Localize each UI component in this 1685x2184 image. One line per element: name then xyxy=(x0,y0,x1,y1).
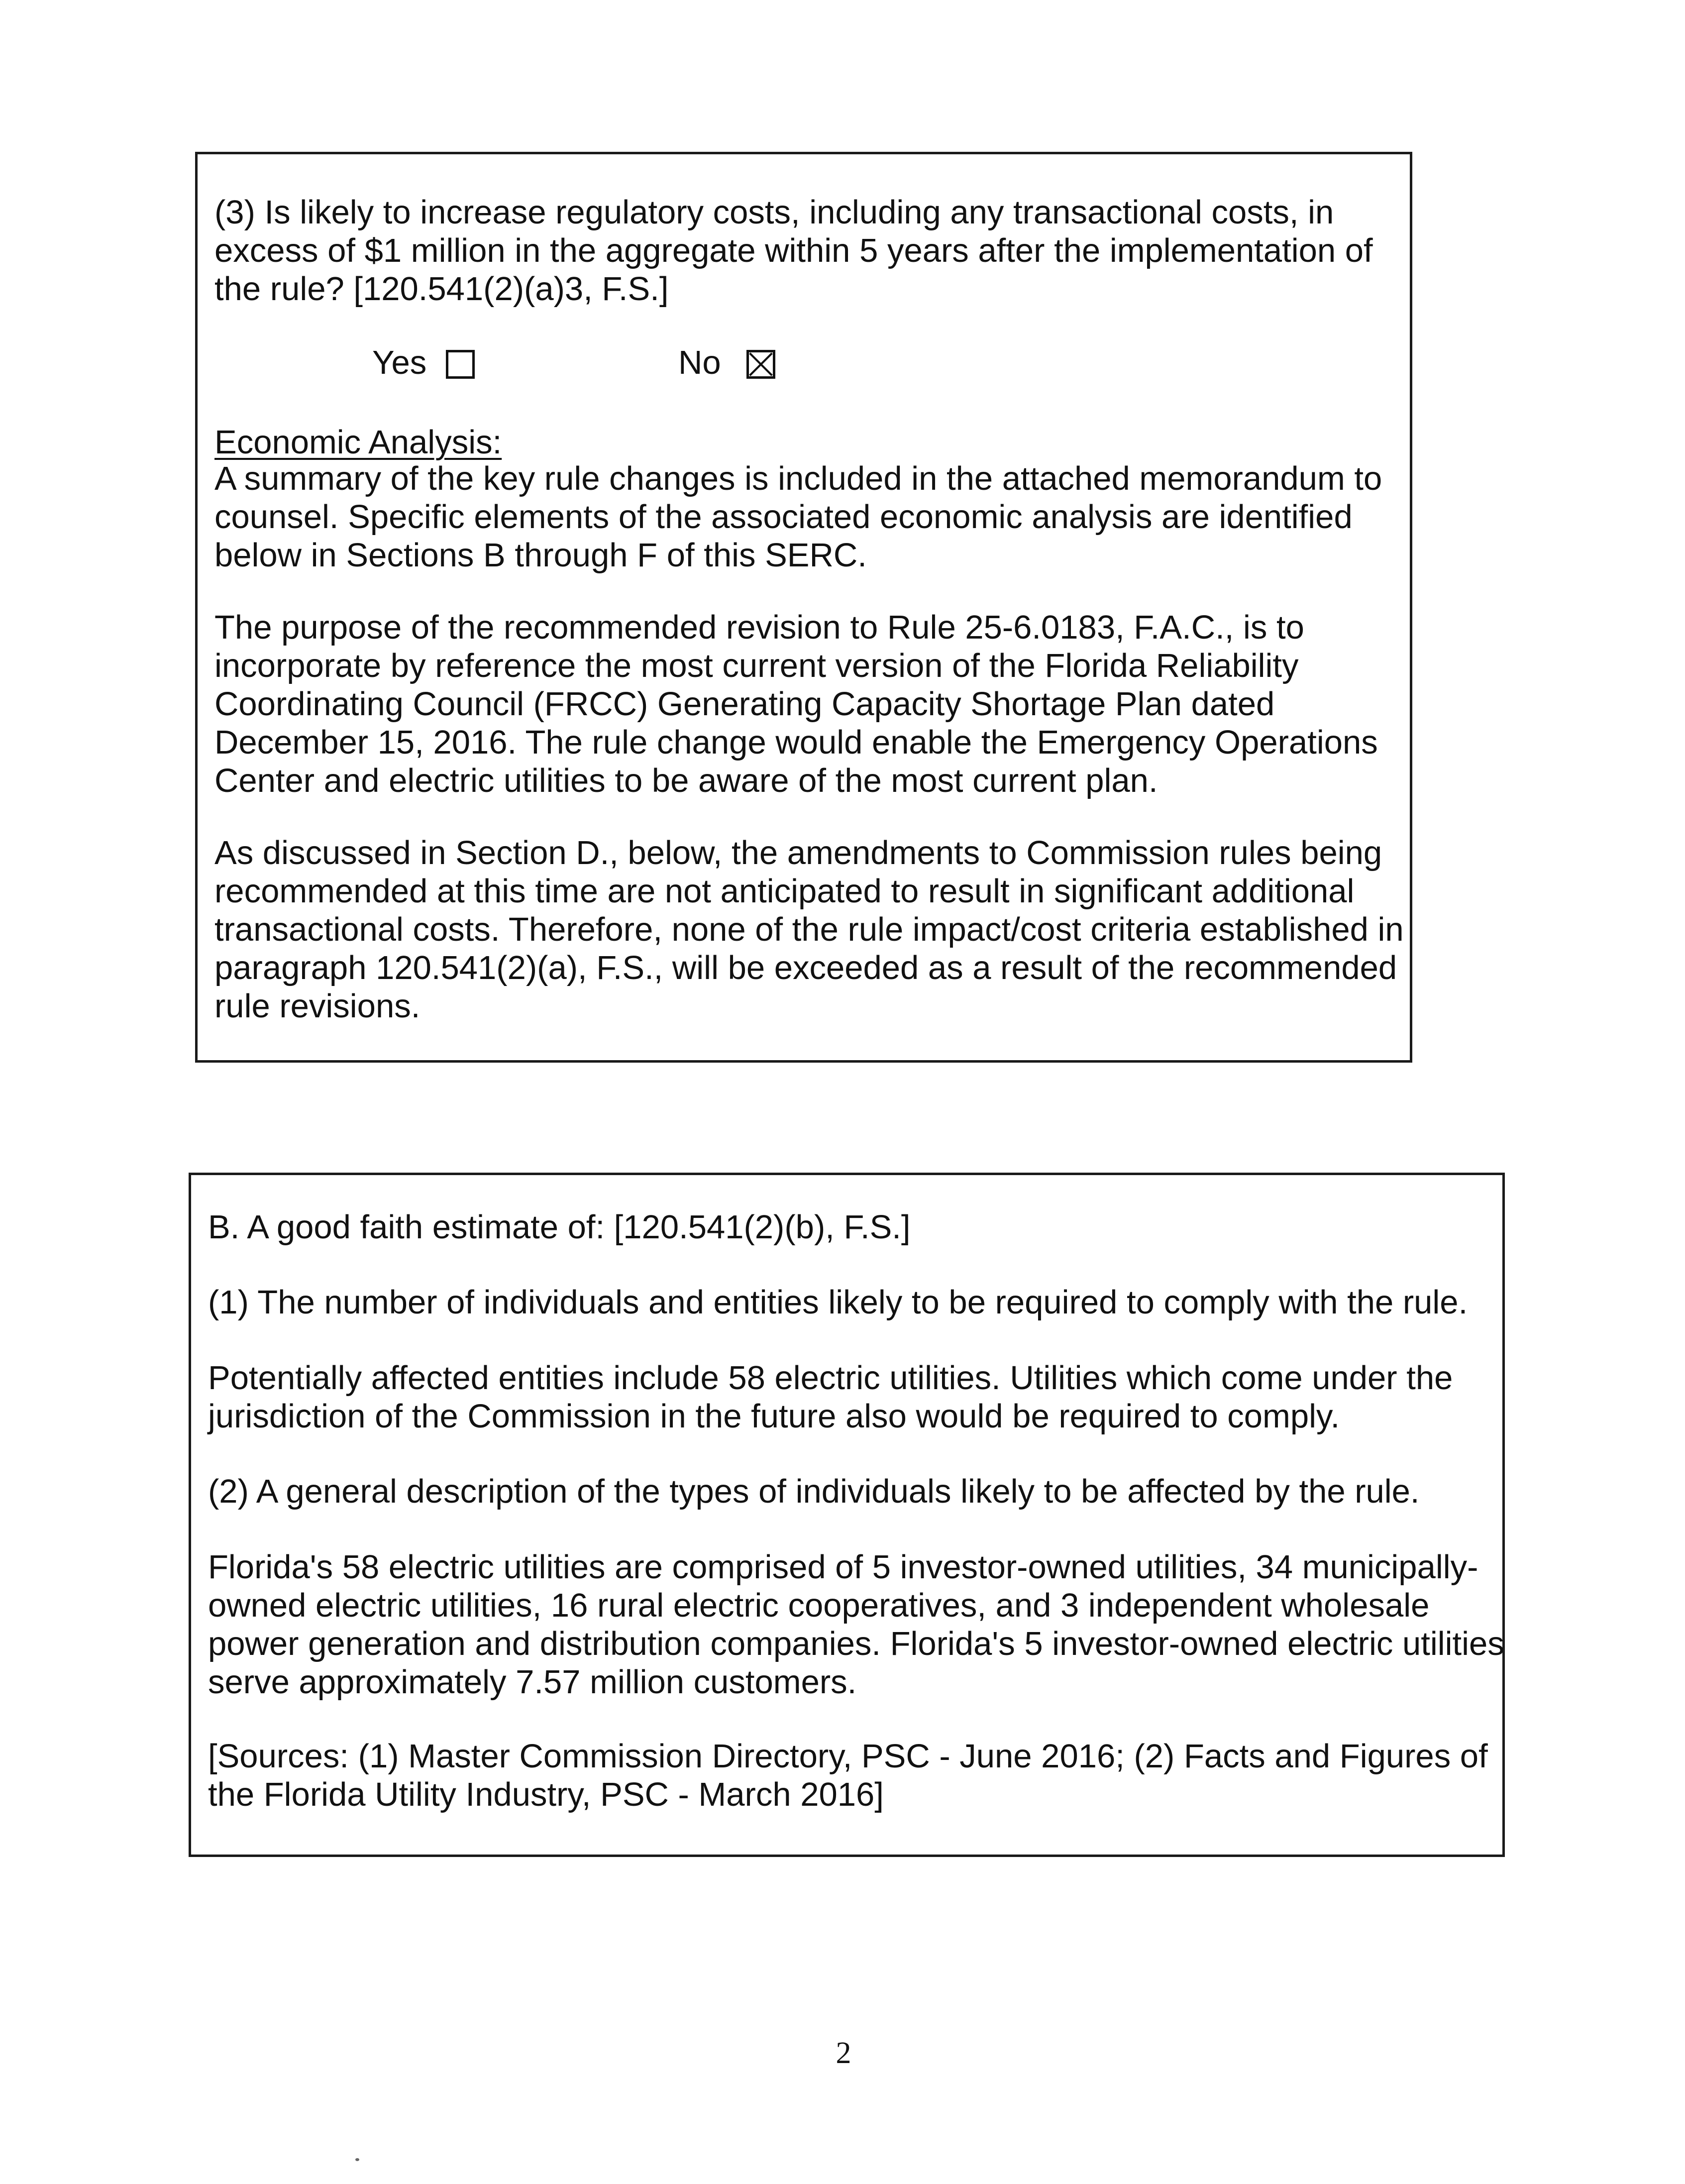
section-b-item-1: (1) The number of individuals and entities likely to be required to comply with the rule. xyxy=(208,1284,1468,1321)
ea-para3-line-4: paragraph 120.541(2)(a), F.S., will be exceeded as a result of the recommended xyxy=(214,949,1397,986)
ea-para1-line-1: A summary of the key rule changes is included in the attached memorandum to xyxy=(214,460,1382,497)
section-b-heading: B. A good faith estimate of: [120.541(2)(b), F.S.] xyxy=(208,1208,911,1246)
ea-para3-line-3: transactional costs. Therefore, none of the rule impact/cost criteria established in xyxy=(214,911,1404,948)
scan-speck xyxy=(355,2158,359,2161)
no-label: No xyxy=(678,344,721,381)
ea-para3-line-5: rule revisions. xyxy=(214,987,421,1025)
economic-analysis-heading: Economic Analysis: xyxy=(214,424,502,461)
sources-line-1: [Sources: (1) Master Commission Directory, PSC - June 2016; (2) Facts and Figures of xyxy=(208,1738,1488,1775)
section-b-item-2: (2) A general description of the types of individuals likely to be affected by the rule. xyxy=(208,1473,1420,1510)
check-x-icon xyxy=(749,352,773,376)
yes-checkbox[interactable] xyxy=(446,350,475,379)
ea-para2-line-4: December 15, 2016. The rule change would enable the Emergency Operations xyxy=(214,724,1378,761)
ea-para3-line-1: As discussed in Section D., below, the amendments to Commission rules being xyxy=(214,834,1382,872)
sources-line-2: the Florida Utility Industry, PSC - March 2016] xyxy=(208,1776,884,1813)
question-3-line-3: the rule? [120.541(2)(a)3, F.S.] xyxy=(214,270,669,308)
ea-para1-line-2: counsel. Specific elements of the associated economic analysis are identified xyxy=(214,498,1353,536)
page-number: 2 xyxy=(836,2036,851,2070)
question-3-line-2: excess of $1 million in the aggregate within 5 years after the implementation of xyxy=(214,232,1373,269)
ea-para2-line-5: Center and electric utilities to be aware of the most current plan. xyxy=(214,762,1158,799)
ea-para3-line-2: recommended at this time are not anticipated to result in significant additional xyxy=(214,873,1355,910)
ea-para2-line-2: incorporate by reference the most current version of the Florida Reliability xyxy=(214,647,1299,684)
section-b-para2-line-2: owned electric utilities, 16 rural electric cooperatives, and 3 independent wholesale xyxy=(208,1587,1430,1624)
section-b-para1-line-1: Potentially affected entities include 58 electric utilities. Utilities which come under the xyxy=(208,1359,1453,1397)
ea-para2-line-3: Coordinating Council (FRCC) Generating Capacity Shortage Plan dated xyxy=(214,685,1275,723)
section-b-para2-line-4: serve approximately 7.57 million customers. xyxy=(208,1663,857,1701)
section-b-para2-line-3: power generation and distribution companies. Florida's 5 investor-owned electric utilities xyxy=(208,1625,1504,1662)
section-b-para2-line-1: Florida's 58 electric utilities are comprised of 5 investor-owned utilities, 34 municipally- xyxy=(208,1548,1478,1586)
section-b-para1-line-2: jurisdiction of the Commission in the future also would be required to comply. xyxy=(208,1398,1340,1435)
no-checkbox[interactable] xyxy=(746,350,775,379)
yes-label: Yes xyxy=(372,344,427,381)
ea-para2-line-1: The purpose of the recommended revision to Rule 25-6.0183, F.A.C., is to xyxy=(214,609,1304,646)
question-3-line-1: (3) Is likely to increase regulatory costs, including any transactional costs, in xyxy=(214,194,1334,231)
ea-para1-line-3: below in Sections B through F of this SERC. xyxy=(214,537,867,574)
